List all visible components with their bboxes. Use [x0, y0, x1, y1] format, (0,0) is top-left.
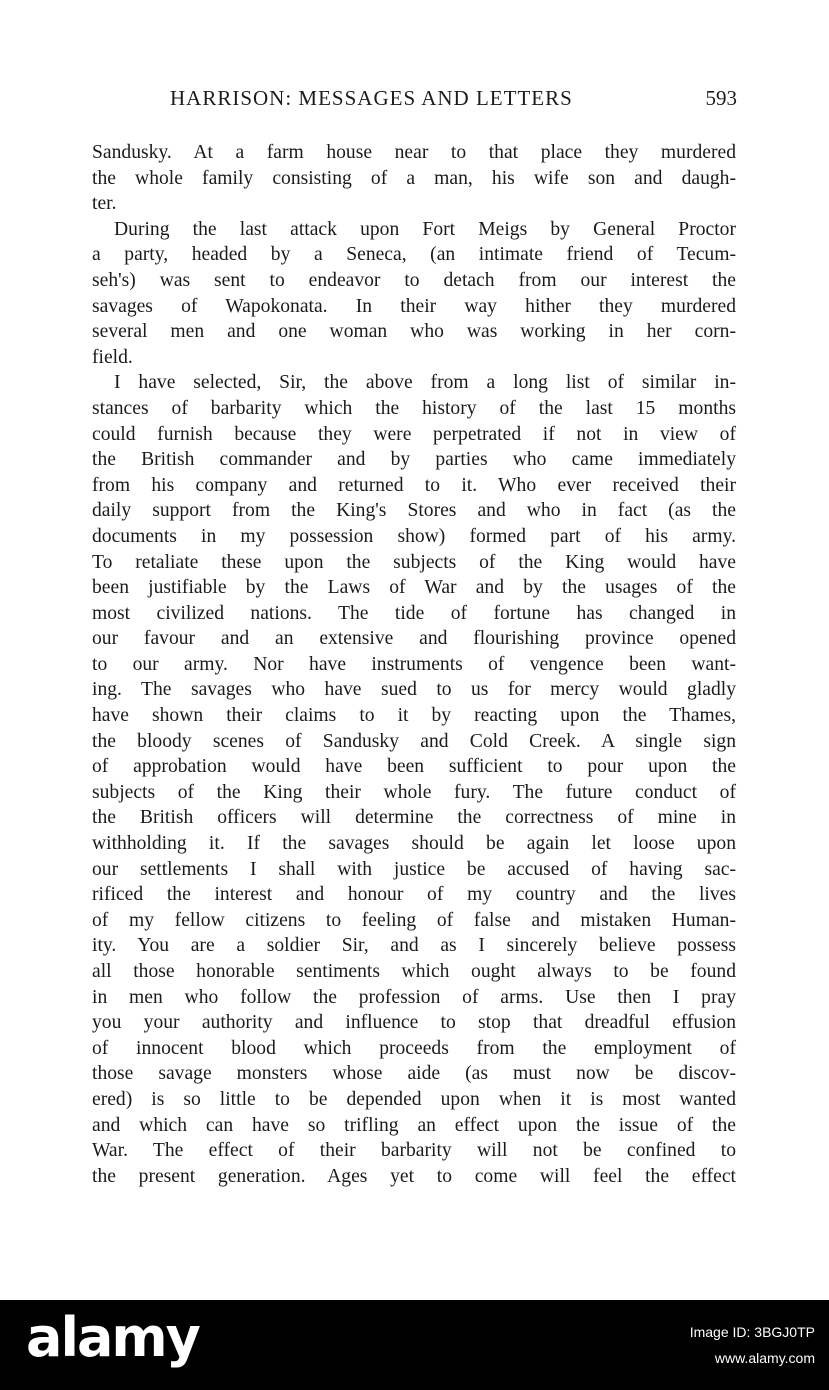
text-line: a party, headed by a Seneca, (an intimate friend of Tecum-	[92, 244, 736, 266]
text-line: seh's) was sent to endeavor to detach from our interest the	[92, 269, 736, 291]
text-line: and which can have so trifling an effect upon the issue of the	[92, 1114, 736, 1136]
text-line: Sandusky. At a farm house near to that place they murdered	[92, 142, 736, 163]
text-line: those savage monsters whose aide (as must now be discov-	[92, 1063, 736, 1085]
running-head	[92, 86, 737, 114]
text-line: the whole family consisting of a man, his wife son and daugh-	[92, 167, 736, 189]
text-line: savages of Wapokonata. In their way hither they murdered	[92, 295, 736, 317]
text-line: all those honorable sentiments which ought always to be found	[92, 961, 736, 982]
body-text	[92, 140, 736, 1189]
text-line: To retaliate these upon the subjects of the King would have	[92, 551, 736, 573]
text-line: documents in my possession show) formed part of his army.	[92, 525, 736, 547]
text-line: have shown their claims to it by reacting upon the Thames,	[92, 705, 736, 727]
text-line: the present generation. Ages yet to come will feel the effect	[92, 1165, 736, 1187]
alamy-logo: alamy	[26, 1306, 199, 1369]
text-line: our favour and an extensive and flourishing province opened	[92, 628, 736, 650]
text-line: of innocent blood which proceeds from the employment of	[92, 1037, 736, 1059]
text-line: daily support from the King's Stores and who in fact (as the	[92, 500, 736, 522]
text-line: most civilized nations. The tide of fortune has changed in	[92, 602, 736, 624]
text-line: the British commander and by parties who came immediately	[92, 449, 736, 471]
text-line: been justifiable by the Laws of War and by the usages of the	[92, 577, 736, 599]
text-line: subjects of the King their whole fury. The future conduct of	[92, 781, 736, 803]
text-line: ter.	[92, 193, 117, 215]
text-line: you your authority and influence to stop that dreadful effusion	[92, 1012, 736, 1034]
text-line: ity. You are a soldier Sir, and as I sincerely believe possess	[92, 935, 736, 957]
text-line: in men who follow the profession of arms. Use then I pray	[92, 986, 736, 1008]
text-line: to our army. Nor have instruments of vengence been want-	[92, 653, 736, 675]
text-line: I have selected, Sir, the above from a long list of similar in-	[114, 372, 736, 394]
image-id-label: Image ID: 3BGJ0TP	[689, 1324, 815, 1340]
text-line: ered) is so little to be depended upon when it is most wanted	[92, 1088, 736, 1110]
text-line: ing. The savages who have sued to us for mercy would gladly	[92, 679, 736, 701]
text-line: War. The effect of their barbarity will not be confined to	[92, 1140, 736, 1162]
stock-url-label: www.alamy.com	[714, 1350, 815, 1366]
text-line: the British officers will determine the correctness of mine in	[92, 807, 736, 829]
text-line: the bloody scenes of Sandusky and Cold Creek. A single sign	[92, 730, 736, 752]
text-line: withholding it. If the savages should be again let loose upon	[92, 833, 736, 855]
page-number: 593	[705, 86, 737, 110]
text-line: of my fellow citizens to feeling of false and mistaken Human-	[92, 909, 736, 931]
text-line: stances of barbarity which the history of the last 15 months	[92, 397, 736, 419]
text-line: field.	[92, 346, 133, 368]
stock-watermark-bar	[0, 1300, 829, 1390]
text-line: of approbation would have been sufficient to pour upon the	[92, 756, 736, 778]
text-line: could furnish because they were perpetrated if not in view of	[92, 423, 736, 445]
text-line: rificed the interest and honour of my country and the lives	[92, 884, 736, 906]
running-title: HARRISON: MESSAGES AND LETTERS	[170, 86, 573, 110]
text-line: our settlements I shall with justice be accused of having sac-	[92, 858, 736, 880]
text-line: from his company and returned to it. Who ever received their	[92, 474, 736, 496]
text-line: several men and one woman who was working in her corn-	[92, 321, 736, 343]
text-line: During the last attack upon Fort Meigs by General Proctor	[114, 218, 736, 240]
